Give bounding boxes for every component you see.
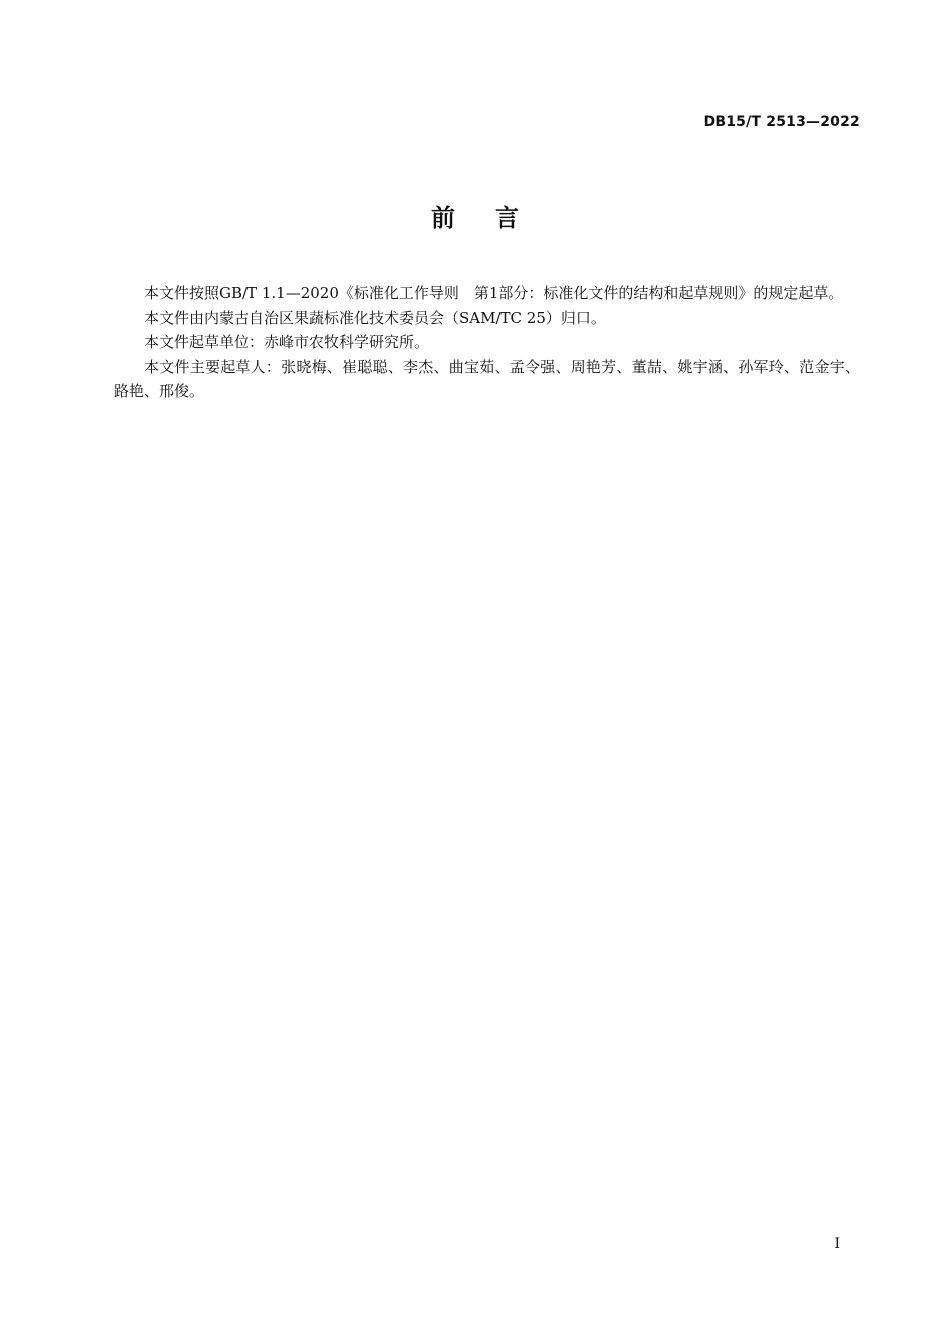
foreword-body: [114, 281, 860, 404]
paragraph-drafting-unit: 本文件起草单位：赤峰市农牧科学研究所。: [144, 333, 430, 352]
page-number: I: [834, 1236, 840, 1252]
document-code: DB15/T 2513—2022: [703, 114, 860, 130]
paragraph-drafting-basis: 本文件按照GB/T 1.1—2020《标准化工作导则 第1部分：标准化文件的结构和起草规则》的规定起草。: [144, 284, 844, 302]
paragraph-committee: 本文件由内蒙古自治区果蔬标准化技术委员会（SAM/TC 25）归口。: [144, 308, 606, 327]
paragraph-drafters: 本文件主要起草人：张晓梅、崔聪聪、李杰、曲宝茹、孟令强、周艳芳、董喆、姚宇涵、孙军玲、范金宇、路艳、邢俊。: [114, 357, 860, 401]
page-title: 前言: [431, 204, 559, 232]
